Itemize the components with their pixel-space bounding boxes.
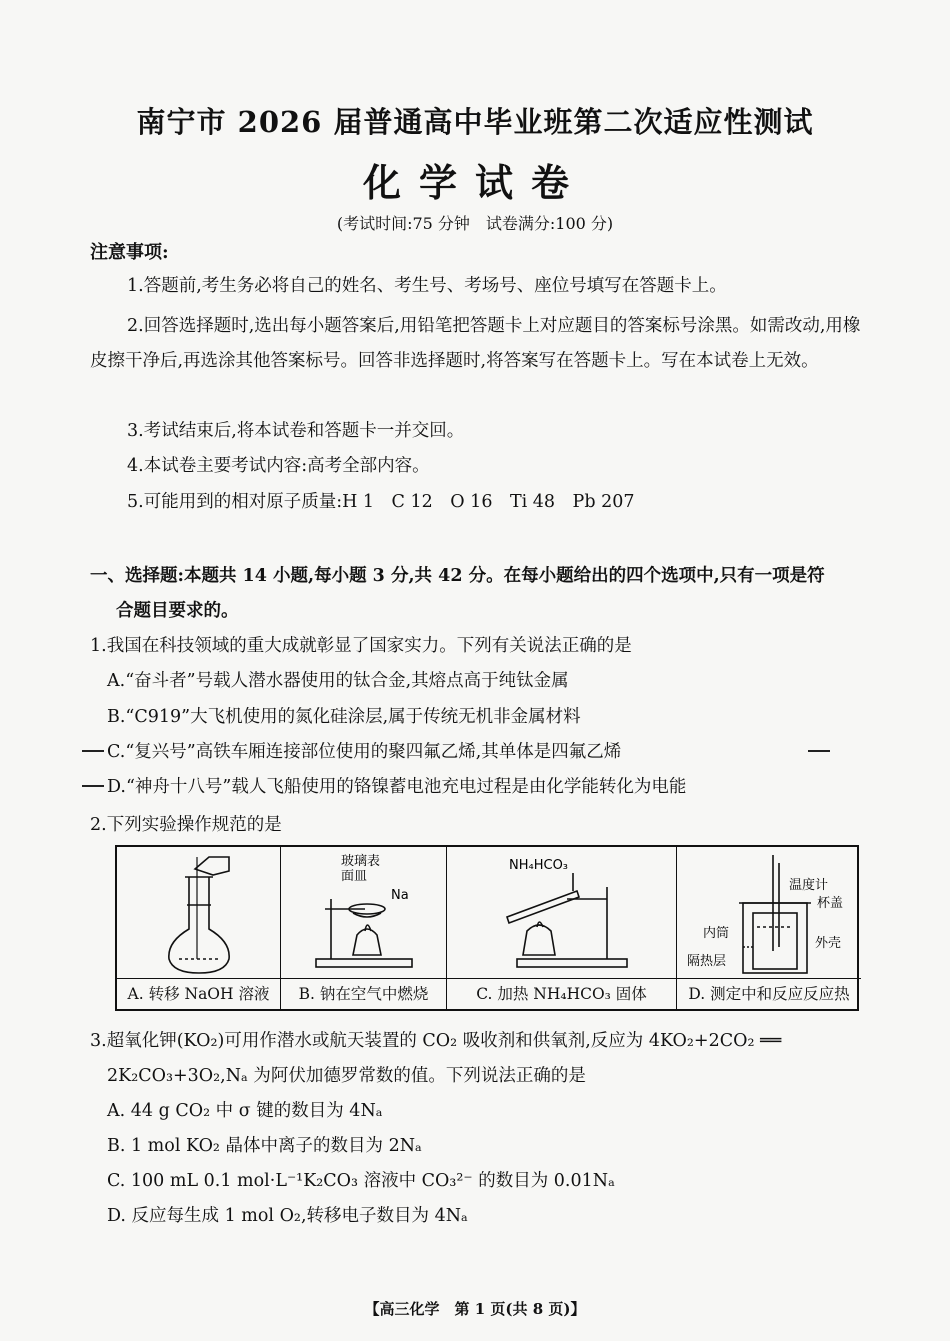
question-1-stem: 1.我国在科技领域的重大成就彰显了国家实力。下列有关说法正确的是 <box>90 636 632 656</box>
scan-artifact-line <box>82 750 104 752</box>
figure-d-label-shell: 外壳 <box>815 936 842 951</box>
figure-b-label-na: Na <box>391 888 409 903</box>
question-1-option-a: A.“奋斗者”号载人潜水器使用的钛合金,其熔点高于纯钛金属 <box>107 671 569 691</box>
question-3-stem-line1: 3.超氧化钾(KO₂)可用作潜水或航天装置的 CO₂ 吸收剂和供氧剂,反应为 4KO₂+2CO₂ ══ <box>90 1031 782 1051</box>
notice-item-2: 2.回答选择题时,选出每小题答案后,用铅笔把答题卡上对应题目的答案标号涂黑。如需改动,用橡皮擦干净后,再选涂其他答案标号。回答非选择题时,将答案写在答题卡上。写在本试卷上无效。 <box>90 316 861 371</box>
figure-b-label-glass2: 面皿 <box>341 869 368 884</box>
scan-artifact-line <box>808 750 830 752</box>
exam-title: 南宁市 2026 届普通高中毕业班第二次适应性测试 <box>136 105 814 139</box>
section-heading-line1: 一、选择题:本题共 14 小题,每小题 3 分,共 42 分。在每小题给出的四个选项中,只有一项是符 <box>90 566 825 586</box>
figure-d-label-insul: 隔热层 <box>687 954 727 969</box>
question-3-stem-line2: 2K₂CO₃+3O₂,Nₐ 为阿伏加德罗常数的值。下列说法正确的是 <box>107 1066 586 1086</box>
volumetric-flask-figure <box>117 847 281 981</box>
exam-meta: (考试时间:75 分钟 试卷满分:100 分) <box>336 214 614 233</box>
figure-cell-c <box>447 847 677 1009</box>
figure-d-label-lid: 杯盖 <box>817 896 844 911</box>
figure-d-label-thermo: 温度计 <box>789 878 829 893</box>
figure-d-caption: D. 测定中和反应反应热 <box>677 978 861 1009</box>
question-1-option-b: B.“C919”大飞机使用的氮化硅涂层,属于传统无机非金属材料 <box>107 707 581 727</box>
figure-b-caption: B. 钠在空气中燃烧 <box>281 978 446 1009</box>
notice-item-5: 5.可能用到的相对原子质量:H 1 C 12 O 16 Ti 48 Pb 207 <box>127 492 635 512</box>
heating-tube-figure <box>447 847 677 981</box>
figure-cell-d <box>677 847 861 1009</box>
notice-item-4: 4.本试卷主要考试内容:高考全部内容。 <box>127 456 430 476</box>
figure-d-label-inner: 内筒 <box>703 926 730 941</box>
figure-cell-a <box>117 847 281 1009</box>
question-1-option-c: C.“复兴号”高铁车厢连接部位使用的聚四氟乙烯,其单体是四氟乙烯 <box>107 742 622 762</box>
question-3-option-a: A. 44 g CO₂ 中 σ 键的数目为 4Nₐ <box>107 1101 383 1121</box>
question-3-option-d: D. 反应每生成 1 mol O₂,转移电子数目为 4Nₐ <box>107 1206 468 1226</box>
notice-item-1: 1.答题前,考生务必将自己的姓名、考生号、考场号、座位号填写在答题卡上。 <box>127 276 727 296</box>
figure-c-label: NH₄HCO₃ <box>509 858 569 873</box>
apparatus-figure-table <box>115 845 859 1011</box>
sodium-burning-figure <box>281 847 447 981</box>
section-heading-line2: 合题目要求的。 <box>116 601 239 621</box>
page-footer: 【高三化学 第 1 页(共 8 页)】 <box>364 1300 586 1318</box>
question-3-option-b: B. 1 mol KO₂ 晶体中离子的数目为 2Nₐ <box>107 1136 422 1156</box>
question-1-option-d: D.“神舟十八号”载人飞船使用的铬镍蓄电池充电过程是由化学能转化为电能 <box>107 777 687 797</box>
figure-c-caption: C. 加热 NH₄HCO₃ 固体 <box>447 978 676 1009</box>
scan-artifact-line <box>82 785 104 787</box>
notice-item-3: 3.考试结束后,将本试卷和答题卡一并交回。 <box>127 421 465 441</box>
question-3-option-c: C. 100 mL 0.1 mol·L⁻¹K₂CO₃ 溶液中 CO₃²⁻ 的数目为 0.01Nₐ <box>107 1171 615 1191</box>
figure-b-label-glass1: 玻璃表 <box>341 854 381 869</box>
exam-subtitle: 化学试卷 <box>362 160 587 205</box>
question-2-stem: 2.下列实验操作规范的是 <box>90 815 282 835</box>
figure-a-caption: A. 转移 NaOH 溶液 <box>117 978 280 1009</box>
calorimeter-figure <box>677 847 861 981</box>
figure-cell-b <box>281 847 447 1009</box>
notice-heading: 注意事项: <box>90 242 169 263</box>
